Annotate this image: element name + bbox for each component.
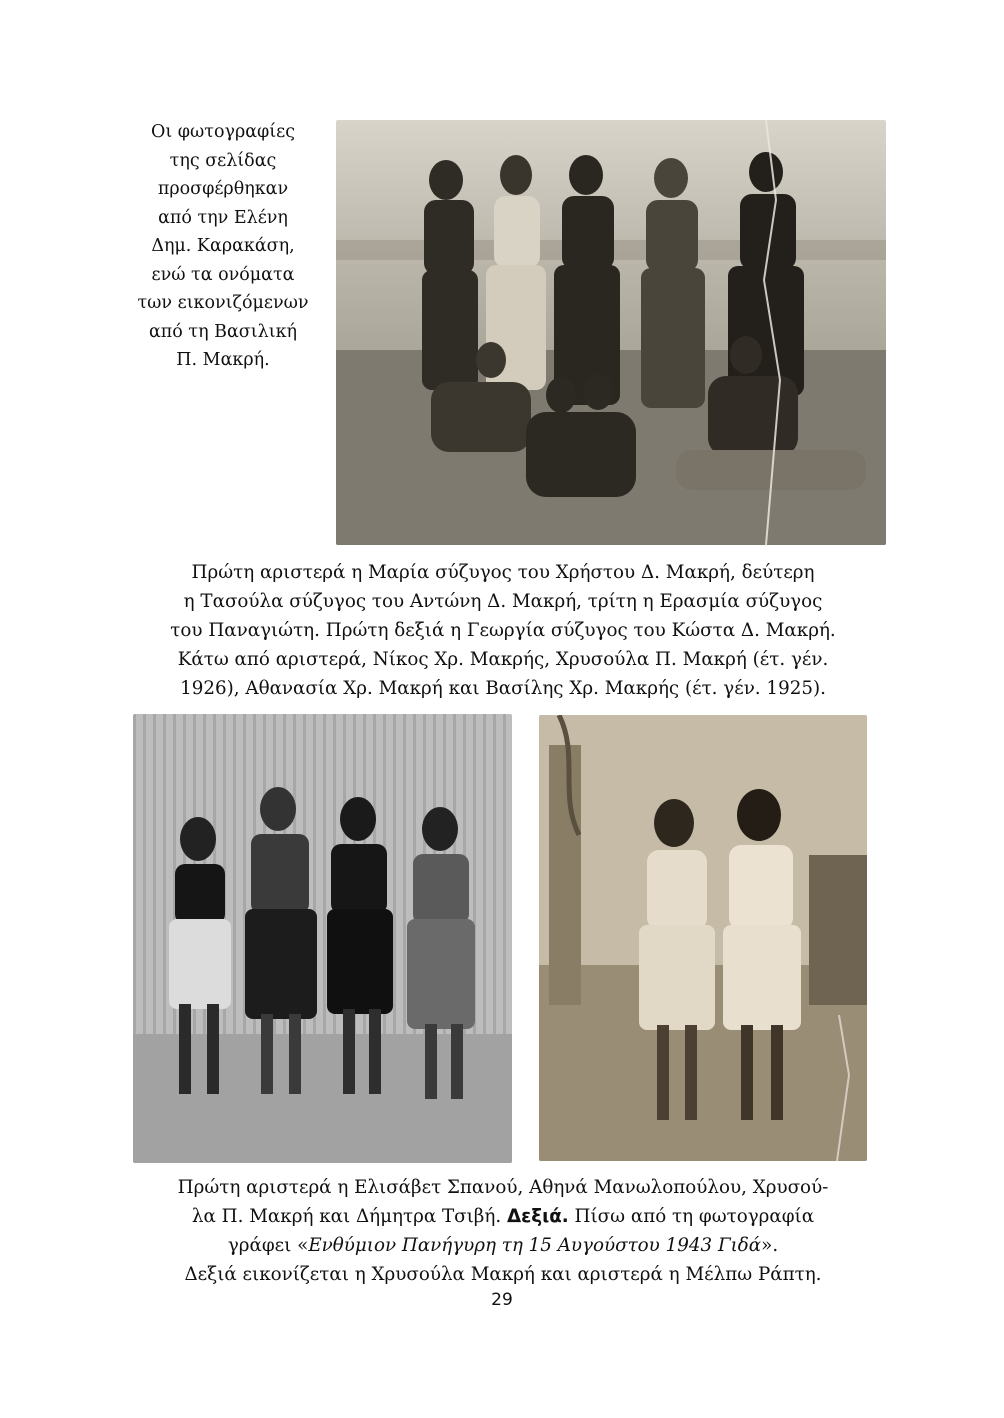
caption-line: Πρώτη αριστερά η Ελισάβετ Σπανού, Αθηνά Μανωλοπούλου, Χρυσού- [177,1177,829,1198]
photo-four-girls [133,714,512,1163]
group-photo-women-children [336,120,886,545]
credit-line: Δημ. Καρακάση, [151,236,295,256]
caption-line: Πρώτη αριστερά η Μαρία σύζυγος του Χρήστου Δ. Μακρή, δεύτερη [191,562,815,583]
photo-credit-note [128,118,318,375]
caption-text: ». [761,1235,779,1256]
caption-bottom-photos [118,1173,888,1289]
credit-line: προσφέρθηκαν [157,179,289,199]
caption-line: η Τασούλα σύζυγος του Αντώνη Δ. Μακρή, τρίτη η Ερασμία σύζυγος [183,591,823,612]
caption-italic-inscription: Ενθύμιον Πανήγυρη τη 15 Αυγούστου 1943 Γιδά [308,1235,762,1256]
caption-line: 1926), Αθανασία Χρ. Μακρή και Βασίλης Χρ. Μακρής (έτ. γέν. 1925). [180,678,826,699]
caption-text: Πίσω από τη φωτογραφία [568,1206,815,1227]
caption-line [118,1231,888,1260]
caption-top-photo [118,558,888,703]
credit-line: Οι φωτογραφίες [150,122,296,142]
caption-bold-label: Δεξιά. [506,1206,569,1227]
credit-line: των εικονιζόμενων [137,293,309,313]
page-number: 29 [491,1290,513,1310]
credit-line: ενώ τα ονόματα [151,264,295,285]
caption-text: λα Π. Μακρή και Δήμητρα Τσιβή. [191,1206,507,1227]
credit-line: από τη Βασιλική [148,321,297,342]
caption-text: γράφει « [227,1235,309,1256]
caption-line [118,1202,888,1231]
photo-two-girls-studio [539,715,867,1161]
caption-line: του Παναγιώτη. Πρώτη δεξιά η Γεωργία σύζυγος του Κώστα Δ. Μακρή. [170,620,836,641]
credit-line: της σελίδας [169,150,277,171]
credit-line: από την Ελένη [158,207,288,228]
credit-line: Π. Μακρή. [176,350,270,370]
caption-line: Κάτω από αριστερά, Νίκος Χρ. Μακρής, Χρυσούλα Π. Μακρή (έτ. γέν. [177,649,829,670]
caption-line: Δεξιά εικονίζεται η Χρυσούλα Μακρή και αριστερά η Μέλπω Ράπτη. [184,1264,822,1285]
